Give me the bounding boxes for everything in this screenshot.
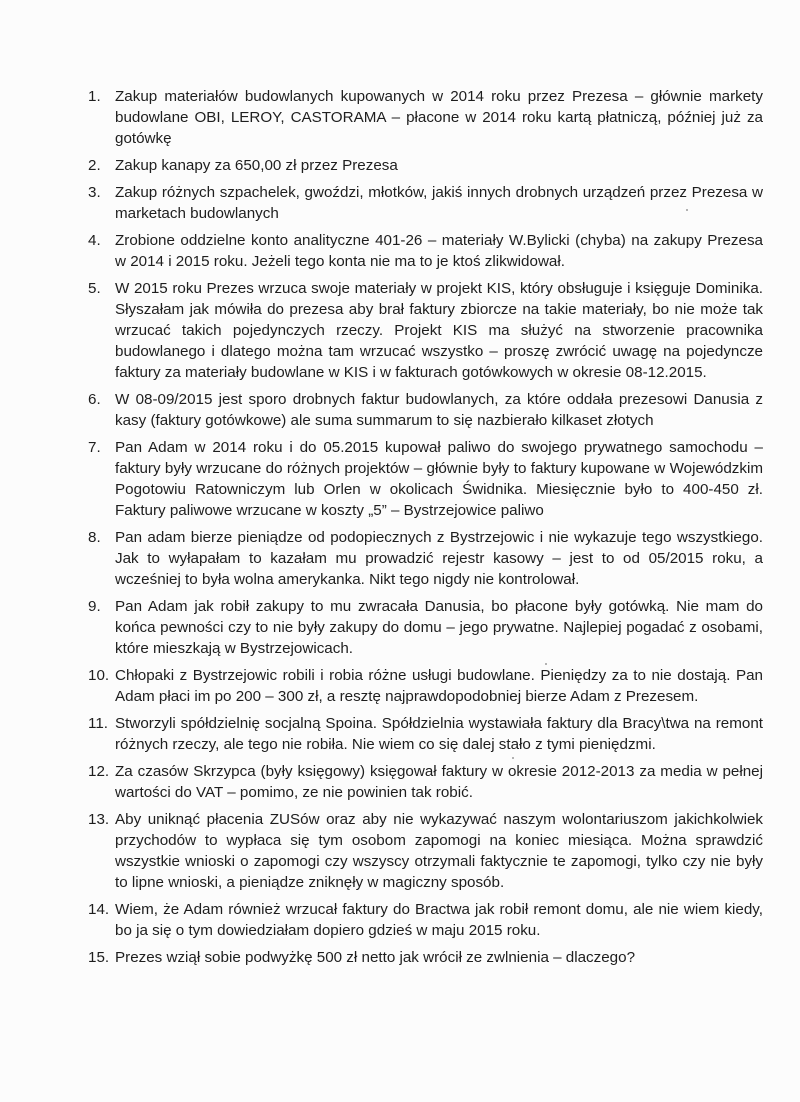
list-item-text: Pan Adam w 2014 roku i do 05.2015 kupował paliwo do swojego prywatnego samochodu – faktury były wrzucane do różnych projektów – głównie były to faktury kupowane w Wojewódzkim Pogotowiu Ratowniczym lub Orlen w okolicach Świdnika. Miesięcznie było to 400-450 zł. Faktury paliwowe wrzucane w koszty „5” – Bystrzejowice paliwo [115, 439, 763, 519]
list-item-number: 3. [88, 184, 101, 201]
list-item-text: Zrobione oddzielne konto analityczne 401-26 – materiały W.Bylicki (chyba) na zakupy Prezesa w 2014 i 2015 roku. Jeżeli tego konta nie ma to je ktoś zlikwidował. [115, 232, 763, 270]
list-item-number: 13. [88, 811, 110, 828]
list-item [88, 278, 763, 383]
list-item-number: 8. [88, 529, 101, 546]
list-item-text: W 2015 roku Prezes wrzuca swoje materiały w projekt KIS, który obsługuje i księguje Dominika. Słyszałam jak mówiła do prezesa aby brał faktury zbiorcze na takie materiały, bo nie może tak wrzucać takich pojedynczych rzeczy. Projekt KIS ma służyć na stworzenie pracownika budowlanego i dlatego można tam wrzucać wszystko – proszę zwrócić uwagę na pojedyncze faktury za materiały budowlane w KIS i w fakturach gotówkowych w okresie 08-12.2015. [115, 280, 763, 381]
list-item [88, 437, 763, 521]
list-item [88, 182, 763, 224]
list-item-number: 9. [88, 598, 101, 615]
list-item-text: W 08-09/2015 jest sporo drobnych faktur budowlanych, za które oddała prezesowi Danusia z kasy (faktury gotówkowe) ale suma summarum to się nazbierało kilkaset złotych [115, 391, 763, 429]
list-item-number: 12. [88, 763, 110, 780]
numbered-list [88, 86, 763, 974]
list-item-text: Stworzyli spółdzielnię socjalną Spoina. Spółdzielnia wystawiała faktury dla Bracy\twa na remont różnych rzeczy, ale tego nie robiła. Nie wiem co się dalej stało z tymi pieniędzmi. [115, 715, 763, 753]
list-item-text: Wiem, że Adam również wrzucał faktury do Bractwa jak robił remont domu, ale nie wiem kiedy, bo ja się o tym dowiedziałam dopiero gdzieś w maju 2015 roku. [115, 901, 763, 939]
list-item-text: Za czasów Skrzypca (były księgowy) księgował faktury w okresie 2012-2013 za media w pełnej wartości do VAT – pomimo, ze nie powinien tak robić. [115, 763, 763, 801]
list-item-number: 4. [88, 232, 101, 249]
list-item [88, 527, 763, 590]
list-item [88, 665, 763, 707]
list-item-text: Chłopaki z Bystrzejowic robili i robia różne usługi budowlane. Pieniędzy za to nie dostają. Pan Adam płaci im po 200 – 300 zł, a resztę najprawdopodobniej bierze Adam z Prezesem. [115, 667, 763, 705]
list-item-text: Zakup materiałów budowlanych kupowanych w 2014 roku przez Prezesa – głównie markety budowlane OBI, LEROY, CASTORAMA – płacone w 2014 roku kartą płatniczą, później już za gotówkę [115, 88, 763, 147]
list-item-text: Prezes wziął sobie podwyżkę 500 zł netto jak wrócił ze zwlnienia – dlaczego? [115, 949, 636, 966]
list-item [88, 86, 763, 149]
list-item-number: 11. [88, 715, 108, 732]
list-item-text: Aby uniknąć płacenia ZUSów oraz aby nie wykazywać naszym wolontariuszom jakichkolwiek przychodów to wypłaca się tym osobom zapomogi na koniec miesiąca. Można sprawdzić wszystkie wnioski o zapomogi czy wszyscy otrzymali faktycznie te zapomogi, tylko czy nie były to lipne wnioski, a pieniądze zniknęły w magiczny sposób. [115, 811, 763, 891]
list-item [88, 155, 763, 176]
list-item-text: Pan adam bierze pieniądze od podopiecznych z Bystrzejowic i nie wykazuje tego wszystkiego. Jak to wyłapałam to kazałam mu prowadzić rejestr kasowy – jest to od 05/2015 roku, a wcześniej to była wolna amerykanka. Nikt tego nigdy nie kontrolował. [115, 529, 763, 588]
list-item-number: 6. [88, 391, 101, 408]
list-item-text: Pan Adam jak robił zakupy to mu zwracała Danusia, bo płacone były gotówką. Nie mam do końca pewności czy to nie były zakupy do domu – jego prywatne. Najlepiej pogadać z osobami, które mieszkają w Bystrzejowicach. [115, 598, 763, 657]
list-item [88, 761, 763, 803]
list-item-number: 2. [88, 157, 101, 174]
list-item-text: Zakup różnych szpachelek, gwoździ, młotków, jakiś innych drobnych urządzeń przez Prezesa w marketach budowlanych [115, 184, 763, 222]
list-item [88, 947, 763, 968]
list-item-number: 7. [88, 439, 101, 456]
list-item-text: Zakup kanapy za 650,00 zł przez Prezesa [115, 157, 398, 174]
list-item [88, 389, 763, 431]
list-item [88, 230, 763, 272]
list-item [88, 596, 763, 659]
list-item [88, 899, 763, 941]
list-item-number: 14. [88, 901, 110, 918]
list-item-number: 15. [88, 949, 110, 966]
list-item-number: 1. [88, 88, 101, 105]
list-item [88, 809, 763, 893]
list-item-number: 5. [88, 280, 101, 297]
list-item-number: 10. [88, 667, 110, 684]
list-item [88, 713, 763, 755]
